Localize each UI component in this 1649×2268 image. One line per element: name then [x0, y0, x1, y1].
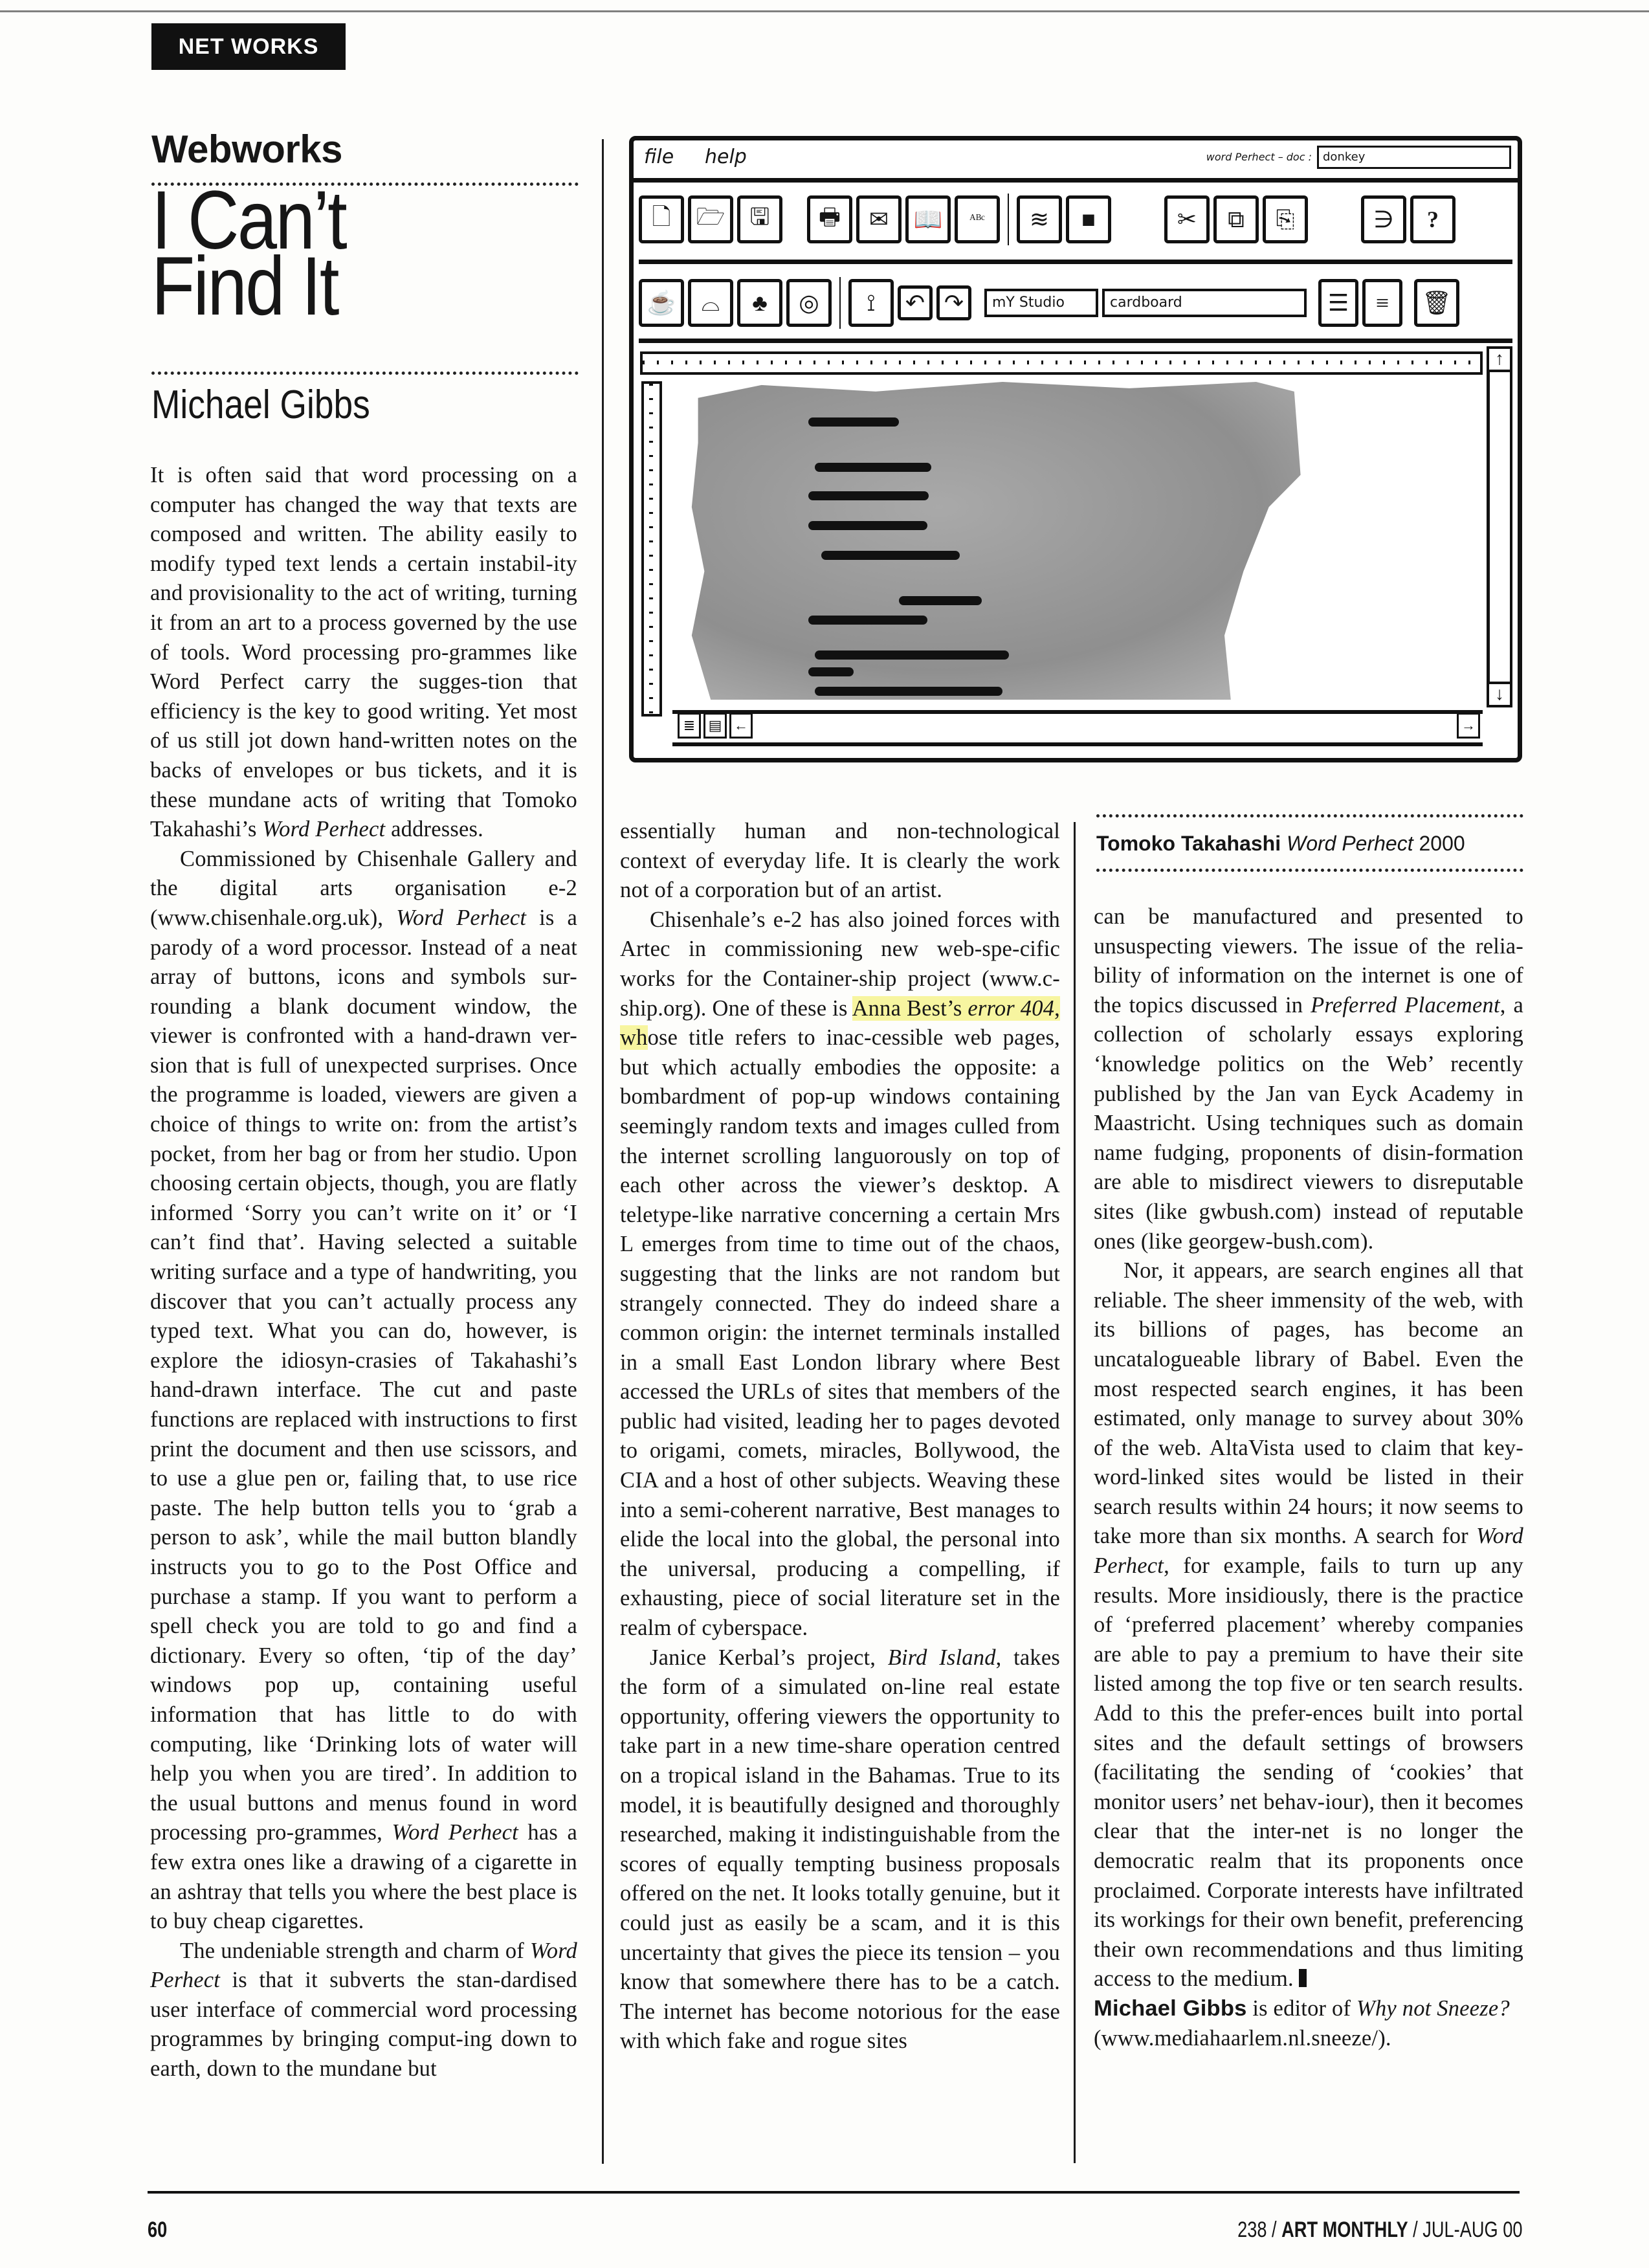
scroll-up-arrow-icon[interactable]: ↑ — [1487, 346, 1512, 372]
paragraph: Commissioned by Chisenhale Gallery and the digital arts organisation e-2 (www.chisenhale.org.uk), Word Perhect is a parody of a word processor. Instead of a neat array of buttons, icons and symbols sur-rounding a blank document window, the viewer is confronted with a hand-drawn ver-sion that is full of unexpected surprises. Once the programme is loaded, viewers are given a choice of things to write on: from the artist’s pocket, from her bag or from her studio. Upon choosing certain objects, though, you are flatly informed ‘Sorry you can’t write on it’ or ‘I can’t find that’. Having selected a suitable writing surface and a type of handwriting, you discover that you can’t actually process any typed text. What you can do, however, is explore the idiosyn-crasies of Takahashi’s hand-drawn interface. The cut and paste functions are replaced with instructions to first print the document and then use scissors, and to use a glue pen or, failing that, to use rice paste. The help button tells you to ‘grab a person to ask’, while the mail button blandly instructs you to go to the Post Office and purchase a stamp. If you want to perform a spell check you are told to go and find a dictionary. Every so often, ‘tip of the day’ windows pop up, containing useful information that has little to do with computing, like ‘Drinking lots of water will help you when you are tired’. In addition to the usual buttons and menus found in word processing pro-grammes, Word Perhect has a few extra ones like a drawing of a cigarette in an ashtray that tells you where the best place is to buy cheap cigarettes. — [150, 846, 577, 1934]
handwritten-line — [808, 417, 899, 427]
handwritten-line — [815, 687, 1002, 696]
byline: Michael Gibbs — [151, 383, 370, 427]
caption-year: 2000 — [1419, 832, 1465, 855]
print-icon[interactable]: 🖶 — [807, 195, 852, 243]
column-rule — [1074, 822, 1076, 2163]
paragraph: It is often said that word processing on a computer has changed the way that texts are composed and written. The ability easily to modify typed text lends a certain instabil-ity and provisionality to the act of writing, turning it from an art to a process governed by the use of tools. Word processing pro-grammes like Word Perfect carry the sugges-tion that efficiency is the key to good writing. Yet most of us still jot down hand-written notes on the backs of envelopes or bus tickets, and it is these mundane acts of writing that Tomoko Takahashi’s Word Perhect addresses. — [150, 463, 577, 842]
toolbar-main — [639, 187, 1512, 264]
handwritten-line — [815, 650, 1009, 660]
handwritten-line — [821, 551, 960, 560]
kicker: Webworks — [151, 128, 342, 171]
handwritten-line — [808, 521, 927, 530]
article-column-2 — [620, 817, 1060, 2056]
status-bar — [634, 737, 1518, 758]
headline-line-2: Find It — [151, 240, 338, 333]
illustration-caption — [1096, 814, 1523, 872]
copy-icon[interactable]: ⧉ — [1213, 195, 1259, 243]
help-question-icon[interactable]: ? — [1410, 195, 1455, 243]
tea-mug-icon[interactable]: ☕ — [639, 279, 684, 327]
word-perhect-illustration — [629, 136, 1522, 762]
menu-bar — [634, 140, 1518, 183]
headline — [151, 174, 575, 333]
handwritten-line — [808, 667, 854, 676]
align-left-icon[interactable]: ☰ — [1318, 279, 1358, 327]
document-label: word Perhect – doc : — [1206, 151, 1312, 163]
scribble-icon[interactable]: ≋ — [1017, 195, 1062, 243]
handwritten-line — [808, 491, 929, 500]
tip-icon[interactable]: ∋ — [1361, 195, 1406, 243]
surface-field[interactable]: cardboard — [1102, 289, 1307, 317]
paragraph: The undeniable strength and charm of Word Perhect is that it subverts the stan-dardised user interface of commercial word processing programmes by bringing comput-ing down to earth, down to the mundane but — [150, 1938, 577, 2082]
paragraph: essentially human and non-technological context of everyday life. It is clearly the work not of a corporation but of an artist. — [620, 819, 1060, 903]
footer-rule — [148, 2191, 1520, 2194]
open-folder-icon[interactable]: 🗁 — [688, 195, 733, 243]
author-bio: Michael Gibbs is editor of Why not Sneeze? (www.mediahaarlem.nl.sneeze/). — [1094, 1996, 1510, 2051]
zigzag-icon[interactable]: ⟟ — [848, 279, 894, 327]
disc-icon[interactable]: ◎ — [786, 279, 832, 327]
handwritten-line — [808, 616, 927, 625]
ashtray-icon[interactable]: ⌓ — [688, 279, 733, 327]
toolbar-separator — [839, 277, 841, 329]
running-footer: 238 / ART MONTHLY / JUL-AUG 00 — [1237, 2218, 1522, 2242]
paragraph: can be manufactured and presented to unsuspecting viewers. The issue of the relia-bility of information on the internet is one of the topics discussed in Preferred Placement, a collection of scholarly essays exploring ‘knowledge politics on the Web’ recently published by the Jan van Eyck Academy in Maastricht. Using techniques such as domain name fudging, proponents of disin-formation are able to misdirect viewers to disreputable sites (like gwbush.com) instead of reputable ones (like georgew-bush.com). — [1094, 904, 1523, 1254]
paragraph: Chisenhale’s e-2 has also joined forces with Artec in commissioning new web-spe-cific works for the Container-ship project (www.c-ship.org). One of these is Anna Best’s error 404, whose title refers to inac-cessible web pages, but which actually embodies the opposite: a bombardment of pop-up windows containing seemingly random texts and images culled from the internet scrolling languorously on top of each other across the viewer’s desktop. A teletype-like narrative concerning a certain Mrs L emerges from time to time out of the chaos, suggesting that the links are not random but strangely connected. They do indeed share a common origin: the internet terminals installed in a small East London library where Best accessed the URLs of sites that members of the public had visited, leading her to pages devoted to origami, comets, miracles, Bollywood, the CIA and a host of other subjects. Weaving these into a semi-coherent narrative, Best manages to elide the local into the global, the personal into the universal, producing a compelling, if exhausting, piece of social literature set in the realm of cyberspace. — [620, 907, 1060, 1641]
end-mark-icon — [1299, 1969, 1307, 1987]
page-top-edge — [0, 10, 1649, 12]
undo-icon[interactable]: ↶ — [898, 285, 933, 320]
menu-help[interactable]: help — [705, 146, 747, 168]
toolbar-separator — [1008, 194, 1009, 245]
paragraph: Nor, it appears, are search engines all that reliable. The sheer immensity of the web, with its billions of pages, has become an uncatalogueable library of Babel. Even the most respected search engines, it has been estimated, only manage to survey about 30% of the web. AltaVista used to claim that key-word-linked sites would be listed in their search results within 24 hours; it now seems to take more than six months. A search for Word Perhect, for example, fails to turn up any results. More insidiously, there is the practice of ‘preferred placement’ whereby companies are able to pay a premium to have their site listed among the top five or ten search results. Add to this the prefer-ences built into portal sites and the default settings of browsers (facilitating the sending of ‘cookies’ that monitor users’ net behav-iour), then it becomes clear that the inter-net is no longer the democratic realm that its proponents once proclaimed. Corporate interests have infiltrated its workings for their own benefit, preferencing their own recommendations and thus limiting access to the medium. — [1094, 1258, 1523, 1992]
column-rule — [602, 139, 604, 2164]
page-number: 60 — [148, 2218, 168, 2242]
toolbar-format — [639, 267, 1512, 343]
scroll-left-arrow-icon[interactable]: ← — [729, 713, 753, 739]
vertical-ruler — [641, 381, 662, 717]
paste-icon[interactable]: ⎘ — [1263, 195, 1308, 243]
document-name-field[interactable]: donkey — [1317, 146, 1511, 169]
handwritten-line — [899, 596, 982, 605]
align-center-icon[interactable]: ≡ — [1362, 279, 1402, 327]
trash-icon[interactable]: 🗑 — [1414, 279, 1459, 327]
outline-view-icon[interactable]: ▤ — [703, 713, 727, 739]
dark-block-icon[interactable]: ■ — [1066, 195, 1111, 243]
scroll-down-arrow-icon[interactable]: ↓ — [1487, 682, 1512, 707]
horizontal-ruler — [640, 351, 1483, 375]
handwritten-line — [815, 463, 931, 472]
caption-work: Word Perhect — [1286, 832, 1413, 855]
location-field[interactable]: mY Studio — [984, 289, 1098, 317]
mail-icon[interactable]: ✉ — [856, 195, 902, 243]
save-disk-icon[interactable]: 🖫 — [737, 195, 782, 243]
dotted-rule — [1096, 869, 1523, 872]
scroll-right-arrow-icon[interactable]: → — [1457, 713, 1480, 739]
headline-line-1: I Can’t — [151, 174, 346, 267]
section-tag: NET WORKS — [151, 23, 346, 70]
highlighted-text: Anna Best’s error 404, wh — [620, 995, 1060, 1051]
page-view-icon[interactable]: ≣ — [678, 713, 701, 739]
tree-icon[interactable]: ♣ — [737, 279, 782, 327]
new-document-icon[interactable]: 🗋 — [639, 195, 684, 243]
article-column-1 — [150, 461, 577, 2084]
cardboard-writing-surface — [685, 379, 1320, 700]
dotted-rule — [151, 372, 579, 375]
vertical-scrollbar[interactable] — [1487, 372, 1512, 682]
redo-icon[interactable]: ↷ — [936, 285, 971, 320]
caption-artist: Tomoko Takahashi — [1096, 832, 1281, 855]
menu-file[interactable]: file — [644, 146, 674, 168]
spellcheck-abc-icon[interactable]: ᴬᴮᶜ — [955, 195, 1000, 243]
paragraph: Janice Kerbal’s project, Bird Island, takes the form of a simulated on-line real estate opportunity, offering viewers the opportunity to take part in a new time-share operation centred on a tropical island in the Bahamas. True to its model, it is beautifully designed and thoroughly researched, making it indistinguishable from the scores of equally tempting business proposals offered on the net. It looks totally genuine, but it could just as easily be a scam, and it is this uncertainty that gives the piece its tension – you know that somewhere there has to be a catch. The internet has become notorious for the ease with which fake and rogue sites — [620, 1645, 1060, 2054]
scissors-icon[interactable]: ✂ — [1164, 195, 1210, 243]
book-icon[interactable]: 📖 — [905, 195, 951, 243]
article-column-3 — [1094, 902, 1523, 2053]
